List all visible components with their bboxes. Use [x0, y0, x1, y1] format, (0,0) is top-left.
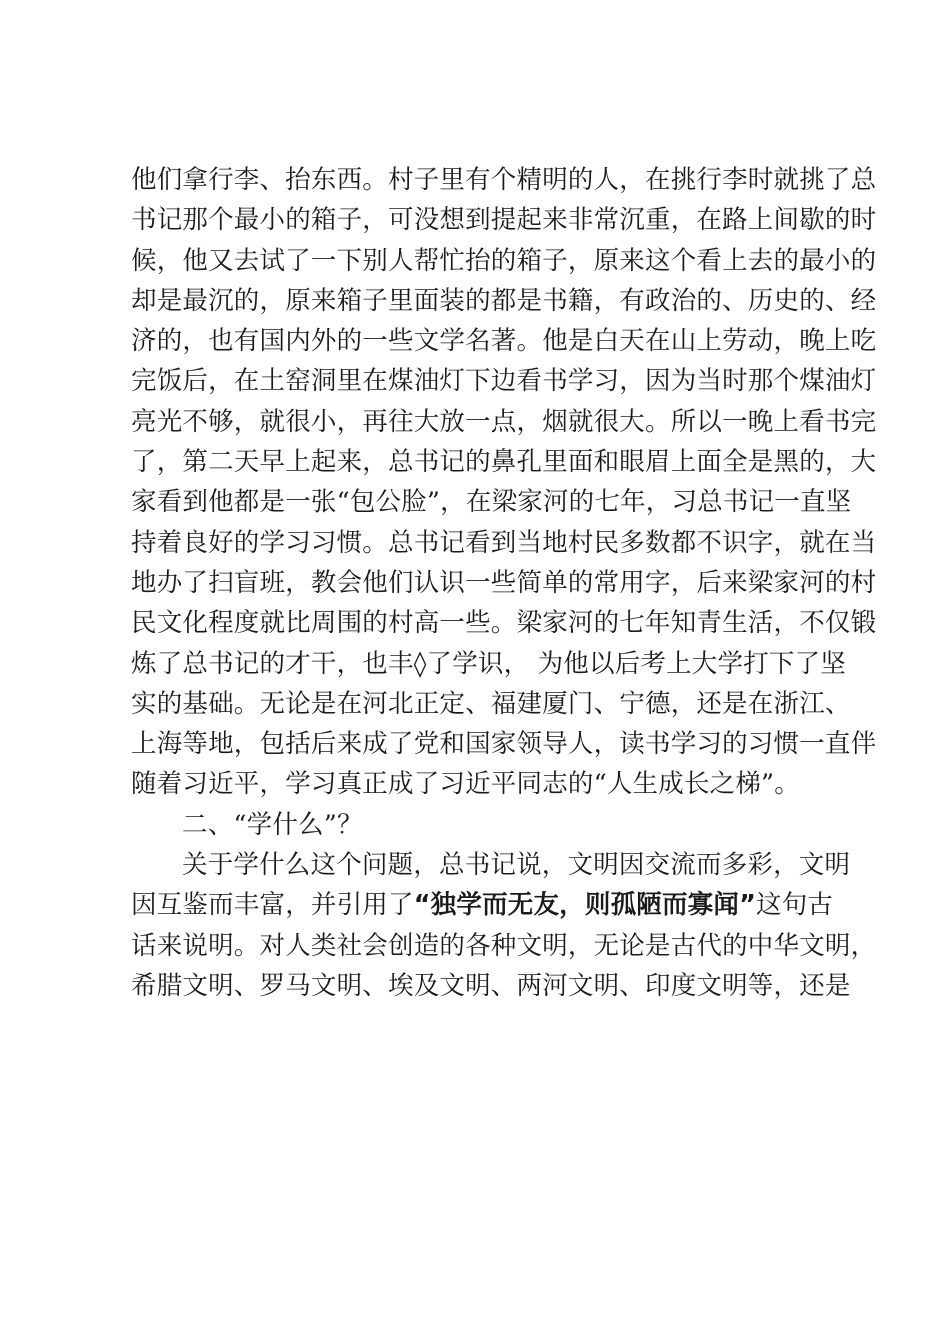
- paragraph-line-with-quote: [131, 885, 841, 925]
- paragraph-line: 炼了总书记的才干，也丰◊了学识， 为他以后考上大学打下了坚: [131, 648, 847, 679]
- section-heading: 二、“学什么”？: [182, 809, 363, 840]
- paragraph-line: 他们拿行李、抬东西。村子里有个精明的人，在挑行李时就挑了总: [131, 165, 877, 195]
- paragraph-line: 民文化程度就比周围的村高一些。梁家河的七年知青生活，不仅锻: [131, 608, 877, 639]
- paragraph-line: 随着习近平，学习真正成了习近平同志的“人生成长之梯”。: [131, 769, 800, 800]
- paragraph-line: 候，他又去试了一下别人帮忙抬的箱子，原来这个看上去的最小的: [131, 245, 877, 276]
- paragraph-line: 上海等地，包括后来成了党和国家领导人，读书学习的习惯一直伴: [131, 729, 877, 760]
- paragraph-line: 济的，也有国内外的一些文学名著。他是白天在山上劳动，晚上吃: [131, 326, 877, 357]
- paragraph-line: 话来说明。对人类社会创造的各种文明，无论是古代的中华文明，: [131, 930, 877, 961]
- paragraph-line: 希腊文明、罗马文明、埃及文明、两河文明、印度文明等，还是: [131, 970, 851, 1001]
- paragraph-line: 关于学什么这个问题，总书记说，文明因交流而多彩，文明: [182, 850, 851, 881]
- paragraph-line: 地办了扫盲班，教会他们认识一些简单的常用字，后来梁家河的村: [131, 567, 877, 598]
- paragraph-line: 了，第二天早上起来，总书记的鼻孔里面和眼眉上面全是黑的，大: [131, 447, 877, 478]
- classical-quote: “独学而无友，则孤陋而寡闻”: [413, 890, 757, 921]
- paragraph-line: 完饭后，在土窑洞里在煤油灯下边看书学习，因为当时那个煤油灯: [131, 366, 877, 397]
- paragraph-line: 持着良好的学习习惯。总书记看到当地村民多数都不识字，就在当: [131, 527, 877, 558]
- paragraph-line: 亮光不够，就很小，再往大放一点，烟就很大。所以一晚上看书完: [131, 406, 877, 437]
- paragraph-line: 却是最沉的，原来箱子里面装的都是书籍，有政治的、历史的、经: [131, 285, 877, 316]
- paragraph-line: 实的基础。无论是在河北正定、福建厦门、宁德，还是在浙江、: [131, 688, 851, 719]
- paragraph-text: 这句古: [756, 890, 834, 921]
- paragraph-line: 家看到他都是一张“包公脸”，在梁家河的七年，习总书记一直坚: [131, 487, 852, 518]
- document-body: [131, 160, 877, 1006]
- paragraph-text: 因互鉴而丰富，并引用了: [131, 890, 414, 921]
- paragraph-line: 书记那个最小的箱子，可没想到提起来非常沉重，在路上间歇的时: [131, 205, 877, 236]
